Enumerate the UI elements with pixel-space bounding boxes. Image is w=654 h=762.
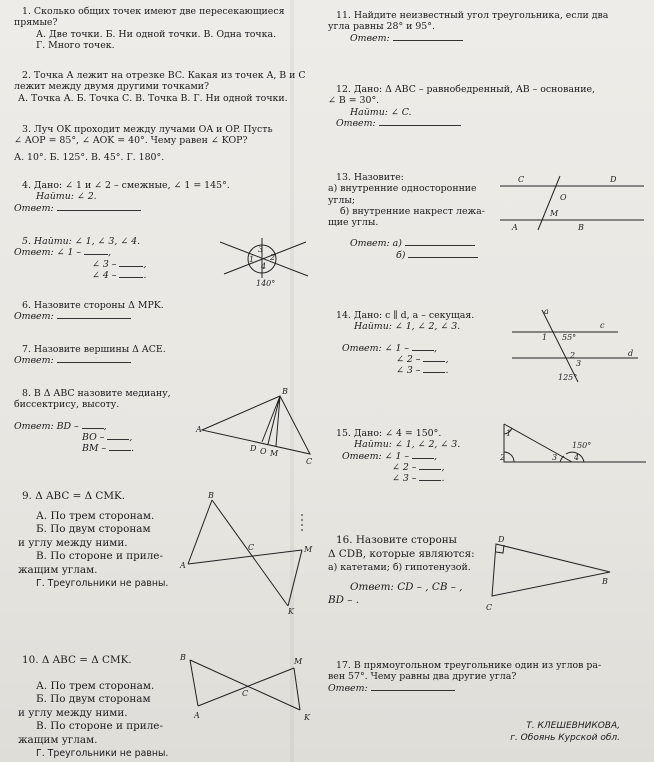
q8-blank-bm[interactable] bbox=[109, 450, 131, 451]
q14-label-1: 1 bbox=[542, 333, 548, 342]
q15-label-4: 4 bbox=[574, 453, 580, 462]
q13-label-d: D bbox=[610, 175, 617, 184]
question-8 bbox=[14, 388, 194, 454]
question-2 bbox=[14, 70, 304, 104]
q3-text: 3. Луч OK проходит между лучами OA и OP. Пусть bbox=[22, 124, 273, 135]
q9-option-b-cont: и углу между ними. bbox=[18, 536, 128, 549]
q8-blank-bo[interactable] bbox=[107, 439, 129, 440]
author-signature bbox=[470, 720, 620, 744]
question-13 bbox=[328, 172, 498, 261]
question-15 bbox=[328, 428, 508, 484]
q15-label-3: 3 bbox=[552, 453, 558, 462]
q14-label-55: 55° bbox=[562, 333, 577, 342]
q5-blank-1[interactable] bbox=[84, 254, 108, 255]
q13-blank-b[interactable] bbox=[408, 257, 478, 258]
question-10 bbox=[14, 654, 194, 761]
q5-figure-intersecting-lines bbox=[214, 236, 314, 292]
q8-label-m: M bbox=[270, 449, 279, 458]
q10-option-a: А. По трем сторонам. bbox=[36, 679, 155, 692]
q14-blank-1[interactable] bbox=[412, 350, 434, 351]
q1-option-g: Г. Много точек. bbox=[36, 39, 115, 51]
q14-blank-3[interactable] bbox=[423, 372, 445, 373]
fold-shadow bbox=[290, 0, 294, 762]
q15-figure-triangle bbox=[498, 420, 648, 470]
q7-answer-line: Ответ: bbox=[14, 355, 304, 366]
q3-given: ∠ AOP = 85°, ∠ AOK = 40°. Чему равен ∠ KOP? bbox=[14, 135, 248, 147]
q16-text-cont: Δ CDB, которые являются: bbox=[328, 547, 475, 560]
q9-side-mk bbox=[288, 550, 302, 606]
q5-label-140: 140° bbox=[256, 279, 276, 288]
q16-items: а) катетами; б) гипотенузой. bbox=[328, 562, 471, 573]
q5-label-1: 1 bbox=[249, 255, 255, 264]
q14-label-2: 2 bbox=[570, 351, 576, 360]
q14-find: Найти: ∠ 1, ∠ 2, ∠ 3. bbox=[354, 321, 461, 333]
q14-answer-1: Ответ: ∠ 1 – , bbox=[342, 342, 438, 354]
q12-answer-line: Ответ: bbox=[328, 118, 648, 129]
q5-blank-3[interactable] bbox=[119, 266, 143, 267]
q9-side-ba bbox=[188, 500, 212, 564]
q14-secant-a bbox=[542, 310, 578, 382]
q9-text: 9. Δ ABC = Δ CMK. bbox=[22, 490, 126, 502]
q17-text-cont: вен 57°. Чему равны два другие угла? bbox=[328, 671, 517, 683]
question-9 bbox=[14, 490, 194, 591]
q10-label-k: K bbox=[304, 713, 310, 722]
q15-answer-1: Ответ: ∠ 1 – , bbox=[342, 450, 438, 462]
q15-blank-3[interactable] bbox=[419, 480, 441, 481]
q10-label-a: A bbox=[194, 711, 200, 720]
q13-label-o: O bbox=[560, 193, 567, 202]
q14-label-3: 3 bbox=[576, 359, 582, 368]
q13-text: 13. Назовите: bbox=[336, 172, 404, 183]
q9-label-c: C bbox=[248, 543, 255, 552]
q9-option-g: Г. Треугольники не равны. bbox=[36, 578, 169, 589]
q9-option-v-cont: жащим углам. bbox=[18, 563, 98, 576]
question-14 bbox=[328, 310, 508, 376]
q10-option-b-cont: и углу между ними. bbox=[18, 706, 128, 719]
q13-label-c: C bbox=[518, 175, 525, 184]
q8-label-a: A bbox=[196, 425, 202, 434]
q13-item-b: б) внутренние накрест лежа- bbox=[340, 205, 485, 217]
q13-figure-parallel-lines bbox=[500, 172, 650, 236]
q10-label-b: B bbox=[180, 653, 186, 662]
q15-given: 15. Дано: ∠ 4 = 150°. bbox=[336, 428, 442, 439]
q8-label-b: B bbox=[282, 387, 288, 396]
q15-blank-2[interactable] bbox=[419, 469, 441, 470]
q9-label-k: K bbox=[288, 607, 294, 616]
q5-label-4: 4 bbox=[261, 262, 267, 271]
q10-option-v-cont: жащим углам. bbox=[18, 733, 98, 746]
q1-text-cont: прямые? bbox=[14, 17, 58, 29]
q8-label-c: C bbox=[306, 457, 313, 466]
q17-answer-line: Ответ: bbox=[328, 683, 648, 694]
q1-options: А. Две точки. Б. Ни одной точки. В. Одна точка. bbox=[36, 28, 277, 40]
author-name: Т. КЛЕШЕВНИКОВА, bbox=[526, 721, 620, 731]
q13-item-a-cont: углы; bbox=[328, 194, 356, 206]
q13-secant bbox=[538, 176, 560, 230]
q15-hypotenuse bbox=[504, 424, 572, 462]
q15-label-150: 150° bbox=[572, 441, 592, 450]
q10-option-b: Б. По двум сторонам bbox=[36, 693, 151, 705]
q17-text: 17. В прямоугольном треугольнике один из углов ра- bbox=[336, 660, 602, 671]
q12-find: Найти: ∠ C. bbox=[350, 106, 412, 118]
q12-given-cont: ∠ B = 30°. bbox=[328, 95, 380, 107]
question-7 bbox=[14, 344, 304, 367]
q10-label-c: C bbox=[242, 689, 249, 698]
q10-option-g: Г. Треугольники не равны. bbox=[36, 748, 169, 759]
q14-blank-2[interactable] bbox=[423, 361, 445, 362]
q14-label-c: c bbox=[600, 321, 605, 330]
q8-blank-bd[interactable] bbox=[82, 428, 104, 429]
q15-answer-2: ∠ 2 – , bbox=[392, 461, 445, 473]
q2-text-cont: лежит между двумя другими точками? bbox=[14, 81, 210, 93]
question-6 bbox=[14, 300, 304, 323]
q10-side-mk bbox=[294, 668, 300, 710]
q2-options: А. Точка А. Б. Точка С. В. Точка В. Г. Ни одной точки. bbox=[18, 92, 288, 104]
q9-label-b: B bbox=[208, 491, 214, 500]
question-11 bbox=[328, 10, 648, 44]
q9-option-v: В. По стороне и приле- bbox=[36, 550, 163, 562]
q15-find: Найти: ∠ 1, ∠ 2, ∠ 3. bbox=[354, 439, 461, 451]
q5-blank-4[interactable] bbox=[119, 277, 143, 278]
author-place: г. Обоянь Курской обл. bbox=[510, 733, 620, 743]
q10-option-v: В. По стороне и приле- bbox=[36, 720, 163, 732]
q14-answer-2: ∠ 2 – , bbox=[396, 353, 449, 365]
q13-label-b: B bbox=[578, 223, 584, 232]
q10-figure-triangles bbox=[176, 650, 316, 724]
q4-answer-line: Ответ: bbox=[14, 203, 304, 214]
q16-answer-line: Ответ: CD – , CB – , bbox=[350, 580, 463, 593]
q12-answer-blank[interactable] bbox=[379, 125, 461, 126]
q11-answer-blank[interactable] bbox=[393, 40, 463, 41]
q15-arc-2 bbox=[504, 452, 514, 462]
q15-label-1: 1 bbox=[506, 429, 512, 438]
q14-answer-3: ∠ 3 – . bbox=[396, 365, 449, 377]
q8-answer-bd: Ответ: BD – , bbox=[14, 420, 107, 432]
q11-answer-line: Ответ: bbox=[328, 33, 648, 44]
q16-triangle-cdb bbox=[492, 544, 610, 596]
q8-label-d: D bbox=[250, 444, 257, 453]
q9-label-m: M bbox=[304, 545, 313, 554]
q15-answer-3: ∠ 3 – . bbox=[392, 473, 445, 485]
q16-text: 16. Назовите стороны bbox=[336, 534, 457, 546]
q14-label-a: a bbox=[544, 307, 549, 316]
question-1 bbox=[14, 6, 304, 51]
q13-label-a: A bbox=[512, 223, 518, 232]
q16-figure-right-triangle bbox=[484, 536, 634, 616]
q8-answer-bo: BO – , bbox=[82, 431, 133, 443]
q14-label-125: 125° bbox=[558, 373, 578, 382]
question-12 bbox=[328, 84, 648, 129]
q13-item-b-cont: щие углы. bbox=[328, 217, 379, 229]
q6-answer-blank[interactable] bbox=[57, 318, 131, 319]
q13-item-a: а) внутренние односторонние bbox=[328, 183, 477, 195]
q6-answer-line: Ответ: bbox=[14, 311, 304, 322]
q6-text: 6. Назовите стороны Δ MPK. bbox=[22, 300, 164, 311]
q16-label-b: B bbox=[602, 577, 608, 586]
q8-answer-bm: BM – . bbox=[82, 443, 135, 455]
q13-blank-a[interactable] bbox=[405, 245, 475, 246]
q8-text-cont: биссектрису, высоту. bbox=[14, 399, 120, 411]
question-5 bbox=[14, 236, 194, 281]
q14-given: 14. Дано: c ∥ d, a – секущая. bbox=[336, 310, 475, 321]
q15-label-2: 2 bbox=[500, 453, 506, 462]
q2-text: 2. Точка А лежит на отрезке BC. Какая из точек A, B и C bbox=[22, 70, 306, 81]
q9-label-a: A bbox=[180, 561, 186, 570]
q8-figure-triangle bbox=[196, 388, 326, 468]
q8-label-o: O bbox=[260, 447, 267, 456]
q11-text-cont: угла равны 28° и 95°. bbox=[328, 21, 435, 33]
q15-blank-1[interactable] bbox=[412, 458, 434, 459]
q9-option-b: Б. По двум сторонам bbox=[36, 523, 151, 535]
question-4 bbox=[14, 180, 304, 214]
q5-answer-1: Ответ: ∠ 1 – , bbox=[14, 247, 112, 259]
q8-text: 8. В Δ ABC назовите медиану, bbox=[22, 388, 171, 399]
q13-answer-a: Ответ: а) bbox=[328, 238, 498, 249]
q7-text: 7. Назовите вершины Δ ACE. bbox=[22, 344, 166, 355]
q4-answer-blank[interactable] bbox=[57, 210, 141, 211]
q14-figure-secant bbox=[508, 306, 648, 386]
q5-label-3: 3 bbox=[258, 245, 264, 254]
q5-label-2: 2 bbox=[270, 253, 276, 262]
q9-option-a: А. По трем сторонам. bbox=[36, 509, 155, 522]
q13-label-m: M bbox=[550, 209, 559, 218]
q1-text: 1. Сколько общих точек имеют две пересекающиеся bbox=[22, 6, 285, 17]
q5-answer-4: ∠ 4 – . bbox=[92, 269, 147, 281]
question-17 bbox=[328, 660, 648, 694]
q5-answer-3: ∠ 3 – , bbox=[92, 258, 147, 270]
q7-answer-blank[interactable] bbox=[57, 362, 131, 363]
q10-side-ba bbox=[190, 660, 198, 706]
q16-answer-bd: BD – . bbox=[328, 594, 360, 606]
q13-answer-b: б) bbox=[328, 250, 498, 261]
q10-label-m: M bbox=[294, 657, 303, 666]
q4-given: 4. Дано: ∠ 1 и ∠ 2 – смежные, ∠ 1 = 145°. bbox=[22, 180, 230, 191]
q11-text: 11. Найдите неизвестный угол треугольника, если два bbox=[336, 10, 609, 21]
q16-label-d: D bbox=[498, 535, 505, 544]
q10-text: 10. Δ ABC = Δ CMK. bbox=[22, 654, 132, 666]
q4-find: Найти: ∠ 2. bbox=[36, 191, 97, 203]
question-3 bbox=[14, 124, 304, 163]
q9-side-am bbox=[188, 550, 302, 564]
q16-right-angle-mark bbox=[496, 545, 504, 553]
q3-options: А. 10°. Б. 125°. В. 45°. Г. 180°. bbox=[14, 151, 165, 163]
q14-label-d: d bbox=[628, 349, 634, 358]
q9-figure-triangles bbox=[180, 490, 320, 614]
q16-label-c: C bbox=[486, 603, 493, 612]
q17-answer-blank[interactable] bbox=[371, 690, 455, 691]
q5-find: 5. Найти: ∠ 1, ∠ 3, ∠ 4. bbox=[22, 236, 141, 247]
q12-given: 12. Дано: Δ ABC – равнобедренный, AB – основание, bbox=[336, 84, 595, 95]
